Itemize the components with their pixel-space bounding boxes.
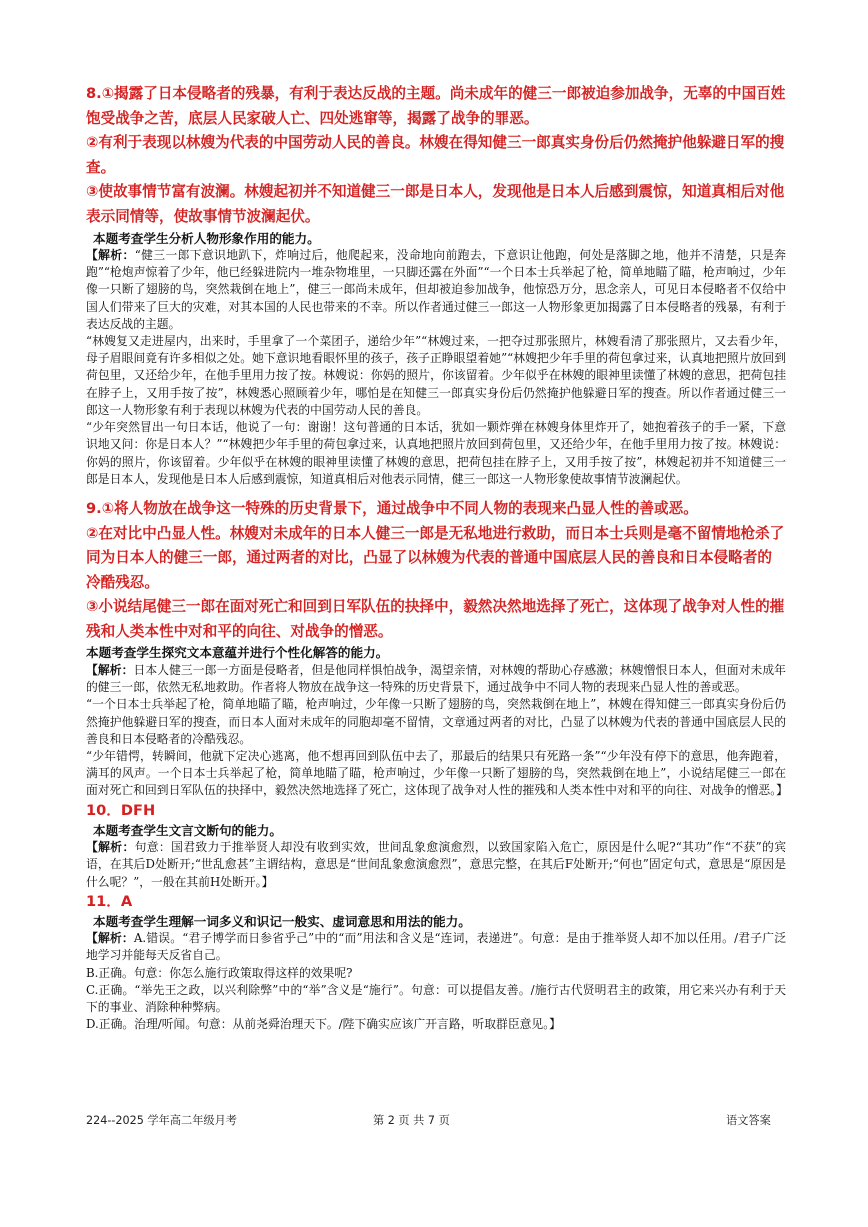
q8-analysis-1: 【解析：“健三一郎下意识地趴下，炸响过后，他爬起来，没命地向前跑去，下意识让他跑，何处是落脚之地，他并不清楚，只是奔跑”“枪炮声惊着了少年，他已经躲进院内一堆杂物堆里，一只脚还露在外面”“一个日本士兵举起了枪，简单地瞄了瞄，枪声响过，少年像一只断了翅膀的鸟，突然栽倒在地上”，健三一郎尚未成年，但却被迫参加战争，他惊恐万分，思念亲人，可见日本侵略者不仅给中国人们带来了巨大的灾难，对其本国的人民也带来的不幸。所以作者通过健三一郎这一人物形象更加揭露了日本侵略者的残暴，有利于表达反战的主题。 (86, 248, 786, 331)
q9-answer-2: ②在对比中凸显人性。林嫂对未成年的日本人健三一郎是无私地进行救助，而日本士兵则是毫不留情地枪杀了同为日本人的健三一郎，通过两者的对比，凸显了以林嫂为代表的普通中国底层人民的善良和日本侵略者的冷酷残忍。 (86, 524, 785, 591)
q10-note: 本题考查学生文言文断句的能力。 (93, 822, 282, 838)
footer-subject: 语文答案 (726, 1114, 771, 1127)
q9-note: 本题考查学生探究文本意蕴并进行个性化解答的能力。 (86, 645, 389, 661)
q9-analysis-2: “一个日本士兵举起了枪，简单地瞄了瞄，枪声响过，少年像一只断了翅膀的鸟，突然栽倒在地上”，林嫂在得知健三一郎真实身份后仍然掩护他躲避日军的搜查，而日本人面对未成年的同胞却毫不留情，文章通过两者的对比，凸显了以林嫂为代表的普通中国底层人民的善良和日本侵略者的冷酷残忍。 (86, 697, 786, 746)
footer-page-number: 第 2 页 共 7 页 (373, 1114, 450, 1127)
q9-answer-3: ③小说结尾健三一郎在面对死亡和回到日军队伍的抉择中，毅然决然地选择了死亡，这体现了战争对人性的摧残和人类本性中对和平的向往、对战争的憎恶。 (86, 598, 785, 640)
q10-analysis: 【解析：句意：国君致力于推举贤人却没有收到实效，世间乱象愈演愈烈，以致国家陷入危亡，原因是什么呢?“其功”作“不获”的宾语，在其后D处断开;“世乱愈甚”主谓结构，意思是“世间乱象愈演愈烈”，意思完整，在其后F处断开;“何也”固定句式，意思是“原因是什么呢？”，一般在其前H处断开。】 (86, 840, 786, 889)
q11-note: 本题考查学生理解一词多义和识记一般实、虚词意思和用法的能力。 (93, 913, 471, 929)
q8-answer-3: ③使故事情节富有波澜。林嫂起初并不知道健三一郎是日本人，发现他是日本人后感到震惊，知道真相后对他表示同情等，使故事情节波澜起伏。 (86, 183, 785, 225)
footer-exam-title: 224--2025 学年高二年级月考 (86, 1114, 237, 1127)
q8-answer-1: 8.①揭露了日本侵略者的残暴，有利于表达反战的主题。尚未成年的健三一郎被迫参加战争，无辜的中国百姓饱受战争之苦，底层人民家破人亡、四处逃窜等，揭露了战争的罪恶。 (86, 85, 786, 127)
q11-analysis-d: D.正确。治理/听闻。句意：从前尧舜治理天下。/陛下确实应该广开言路，听取群臣意见。】 (86, 1017, 561, 1032)
q11-answer: 11．A (86, 892, 133, 910)
q8-analysis-3: “少年突然冒出一句日本话，他说了一句：谢谢！这句普通的日本话，犹如一颗炸弹在林嫂身体里炸开了，她抱着孩子的手一紧，下意识地又问：你是日本人？”“林嫂把少年手里的荷包拿过来，认真地把照片放回到荷包里，又还给少年，在他手里用力按了按。林嫂说：你妈的照片，你该留着。少年似乎在林嫂的眼神里读懂了林嫂的意思，把荷包挂在脖子上，又用手按了按”，林嫂起初并不知道健三一郎是日本人，发现他是日本人后感到震惊，知道真相后对他表示同情，健三一郎这一人物形象使故事情节波澜起伏。 (86, 420, 786, 486)
q11-analysis-b: B.正确。句意：你怎么施行政策取得这样的效果呢? (86, 965, 353, 980)
q8-note: 本题考查学生分析人物形象作用的能力。 (93, 230, 320, 246)
q8-analysis-2: “林嫂复又走进屋内，出来时，手里拿了一个菜团子，递给少年”“林嫂过来，一把夺过那张照片，林嫂看清了那张照片，又去看少年，母子眉眼间竟有许多相似之处。她下意识地看眼怀里的孩子，孩子正睁眼望着她”“林嫂把少年手里的荷包拿过来，认真地把照片放回到荷包里，又还给少年，在他手里用力按了按。林嫂说：你妈的照片，你该留着。少年似乎在林嫂的眼神里读懂了林嫂的意思，把荷包挂在脖子上，又用手按了按”，林嫂悉心照顾着少年，哪怕是在知健三一郎真实身份后仍然掩护他躲避日军的搜查。所以作者通过健三一郎这一人物形象有利于表现以林嫂为代表的中国劳动人民的善良。 (86, 334, 786, 417)
q11-analysis-a: 【解析：A.错误。“君子博学而日参省乎己”中的“而”用法和含义是“连词，表递进”。句意：是由于推举贤人却不加以任用。/君子广泛地学习并能每天反省自己。 (86, 931, 786, 963)
q9-analysis-label: 【解析： (86, 662, 134, 677)
q10-analysis-label: 【解析： (86, 840, 135, 855)
q9-analysis-3: “少年错愕，转瞬间，他就下定决心逃离，他不想再回到队伍中去了，那最后的结果只有死路一条”“少年没有停下的意思，他奔跑着，满耳的风声。一个日本士兵举起了枪，简单地瞄了瞄，枪声响过，少年像一只断了翅膀的鸟，突然栽倒在地上”，小说结尾健三一郎在面对死亡和回到日军队伍的抉择中，毅然决然地选择了死亡，这体现了战争对人性的摧残和人类本性中对和平的向往、对战争的憎恶。】 (86, 748, 788, 798)
answer-content (86, 82, 786, 1033)
q11-analysis-c: C.正确。“举先王之政，以兴利除弊”中的“举”含义是“施行”。句意：可以提倡友善。/施行古代贤明君主的政策，用它来兴办有利于天下的事业、消除种种弊病。 (86, 982, 786, 1015)
q8-answer-2: ②有利于表现以林嫂为代表的中国劳动人民的善良。林嫂在得知健三一郎真实身份后仍然掩护他躲避日军的搜查。 (86, 134, 785, 176)
q8-analysis-label: 【解析： (86, 248, 135, 263)
q9-analysis-1: 【解析：日本人健三一郎一方面是侵略者，但是他同样惧怕战争，渴望亲情，对林嫂的帮助心存感激；林嫂憎恨日本人，但面对未成年的健三一郎，依然无私地救助。作者将人物放在战争这一特殊的历史背景下，通过战争中不同人物的表现来凸显人性的善或恶。 (86, 662, 786, 695)
q9-answer-1: 9.①将人物放在战争这一特殊的历史背景下，通过战争中不同人物的表现来凸显人性的善或恶。 (86, 499, 698, 517)
q10-answer: 10．DFH (86, 801, 156, 819)
q11-analysis-label: 【解析： (86, 931, 134, 946)
